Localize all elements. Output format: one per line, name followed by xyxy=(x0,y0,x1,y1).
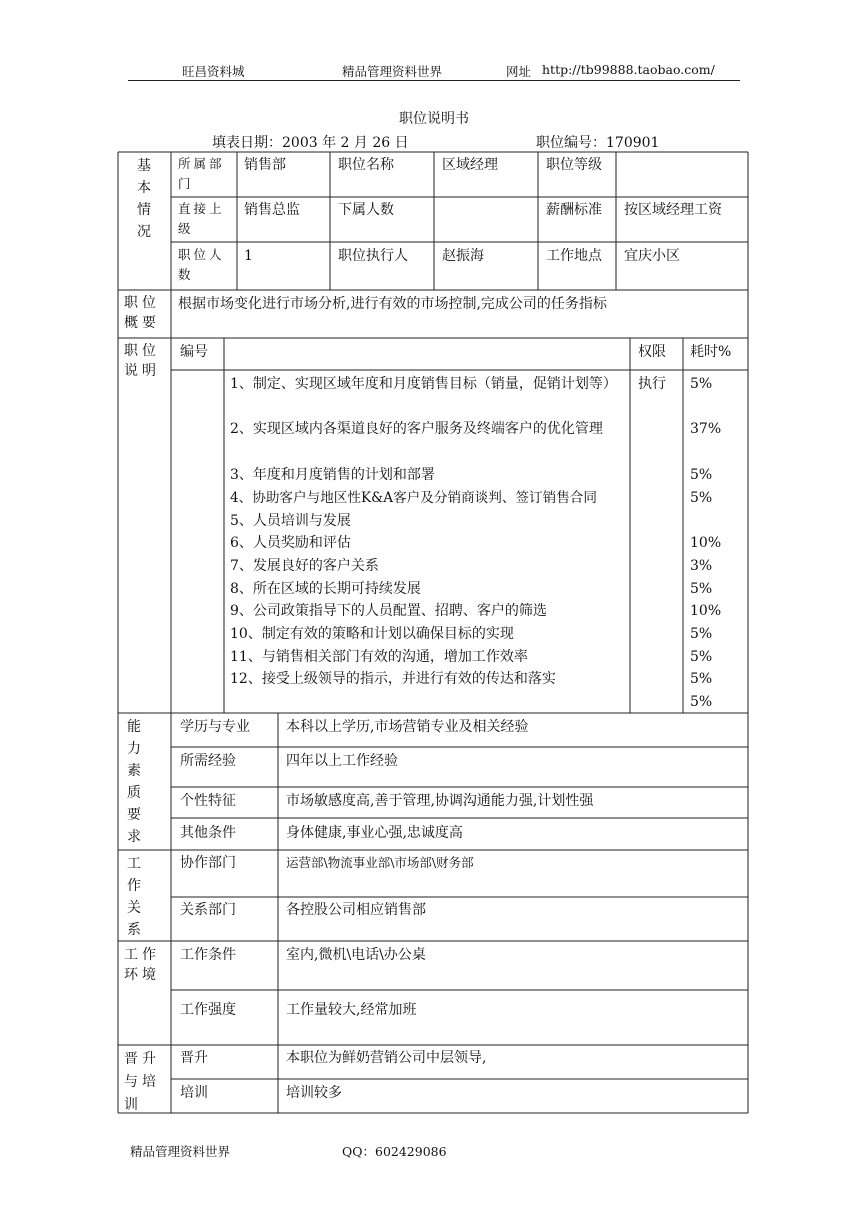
duty-time: 5% xyxy=(690,376,713,392)
location-label: 工作地点 xyxy=(546,248,602,264)
cooperation-label: 协作部门 xyxy=(180,855,236,871)
duty-item: 1、制定、实现区域年度和月度销售目标（销量，促销计划等） xyxy=(230,376,617,392)
promotion-label: 晋升 xyxy=(180,1050,208,1066)
duty-item: 4、协助客户与地区性K&A客户及分销商谈判、签订销售合同 xyxy=(230,490,597,506)
fill-date: 填表日期：2003 年 2 月 26 日 xyxy=(212,135,409,151)
headcount-value: 1 xyxy=(244,248,253,264)
duty-item: 8、所在区域的长期可持续发展 xyxy=(230,581,421,597)
duty-item: 6、人员奖励和评估 xyxy=(230,535,351,551)
holder-label: 职位执行人 xyxy=(338,248,408,264)
section-basic-label: 基本情况 xyxy=(137,158,151,240)
personality-label: 个性特征 xyxy=(180,793,236,809)
section-ability-label: 能力素质要求 xyxy=(127,719,141,845)
experience-value: 四年以上工作经验 xyxy=(286,753,398,769)
other-value: 身体健康,事业心强,忠诚度高 xyxy=(286,825,463,841)
duty-item: 9、公司政策指导下的人员配置、招聘、客户的筛选 xyxy=(230,603,547,619)
duty-time: 5% xyxy=(690,581,713,597)
duty-item: 3、年度和月度销售的计划和部署 xyxy=(230,467,435,483)
position-title-label: 职位名称 xyxy=(338,157,394,173)
duty-item: 2、实现区域内各渠道良好的客户服务及终端客户的优化管理 xyxy=(230,421,603,437)
holder-value: 赵振海 xyxy=(442,248,484,264)
headcount-label: 职位人数 xyxy=(178,247,225,282)
header-divider xyxy=(128,80,740,81)
experience-label: 所需经验 xyxy=(180,753,236,769)
duty-time: 10% xyxy=(690,603,722,619)
training-value: 培训较多 xyxy=(286,1085,342,1101)
footer-site-name: 精品管理资料世界 xyxy=(130,1144,231,1159)
duty-time: 5% xyxy=(690,626,713,642)
duty-time-extra: 5% xyxy=(690,694,713,710)
education-label: 学历与专业 xyxy=(180,719,250,735)
header-url-label: 网址 xyxy=(506,64,532,79)
header-url-link[interactable]: http://tb99888.taobao.com/ xyxy=(542,62,715,77)
duty-item: 11、与销售相关部门有效的沟通，增加工作效率 xyxy=(230,649,528,665)
position-title-value: 区域经理 xyxy=(442,157,498,173)
section-duties-label: 职位说明 xyxy=(124,343,160,379)
dept-label: 所属部门 xyxy=(178,156,225,191)
training-label: 培训 xyxy=(180,1085,208,1101)
conditions-value: 室内,微机\电话\办公桌 xyxy=(286,947,426,963)
duty-time: 3% xyxy=(690,558,713,574)
promotion-value: 本职位为鲜奶营销公司中层领导, xyxy=(286,1050,487,1066)
duty-item: 5、人员培训与发展 xyxy=(230,513,351,529)
duties-col-number: 编号 xyxy=(180,344,208,360)
related-dept-label: 关系部门 xyxy=(180,902,236,918)
other-label: 其他条件 xyxy=(180,825,236,841)
superior-value: 销售总监 xyxy=(244,202,300,218)
duty-item: 12、接受上级领导的指示，并进行有效的传达和落实 xyxy=(230,671,556,687)
grade-label: 职位等级 xyxy=(546,157,602,173)
section-promotion-label: 晋升与培训 xyxy=(124,1051,160,1113)
personality-value: 市场敏感度高,善于管理,协调沟通能力强,计划性强 xyxy=(286,793,594,809)
duty-time: 5% xyxy=(690,467,713,483)
duty-time: 5% xyxy=(690,490,713,506)
related-dept-value: 各控股公司相应销售部 xyxy=(286,902,426,918)
duty-time: 5% xyxy=(690,649,713,665)
section-relations-label: 工作关系 xyxy=(127,856,141,938)
dept-value: 销售部 xyxy=(244,157,286,173)
education-value: 本科以上学历,市场营销专业及相关经验 xyxy=(286,719,529,735)
duty-item: 7、发展良好的客户关系 xyxy=(230,558,379,574)
salary-label: 薪酬标准 xyxy=(546,202,602,218)
intensity-value: 工作量较大,经常加班 xyxy=(286,1002,417,1018)
position-number: 职位编号：170901 xyxy=(536,135,660,151)
section-environment-label: 工作环境 xyxy=(124,947,160,983)
salary-value: 按区域经理工资 xyxy=(624,202,722,218)
conditions-label: 工作条件 xyxy=(180,947,236,963)
subordinates-label: 下属人数 xyxy=(338,202,394,218)
duty-authority: 执行 xyxy=(638,376,666,392)
duty-time: 5% xyxy=(690,671,713,687)
duties-col-authority: 权限 xyxy=(638,344,666,360)
header-shop-name: 旺昌资料城 xyxy=(182,64,245,79)
duty-time: 10% xyxy=(690,535,722,551)
document-title: 职位说明书 xyxy=(399,111,469,127)
superior-label: 直接上级 xyxy=(178,201,225,236)
footer-qq: QQ：602429086 xyxy=(342,1144,447,1159)
section-summary-label: 职位概要 xyxy=(124,295,160,331)
duty-time: 37% xyxy=(690,421,722,437)
location-value: 宜庆小区 xyxy=(624,248,680,264)
summary-text: 根据市场变化进行市场分析,进行有效的市场控制,完成公司的任务指标 xyxy=(178,296,607,312)
duties-col-time: 耗时% xyxy=(690,344,732,360)
duty-item: 10、制定有效的策略和计划以确保目标的实现 xyxy=(230,626,514,642)
header-site-name: 精品管理资料世界 xyxy=(342,64,443,79)
intensity-label: 工作强度 xyxy=(180,1002,236,1018)
cooperation-value: 运营部\物流事业部\市场部\财务部 xyxy=(286,855,474,870)
